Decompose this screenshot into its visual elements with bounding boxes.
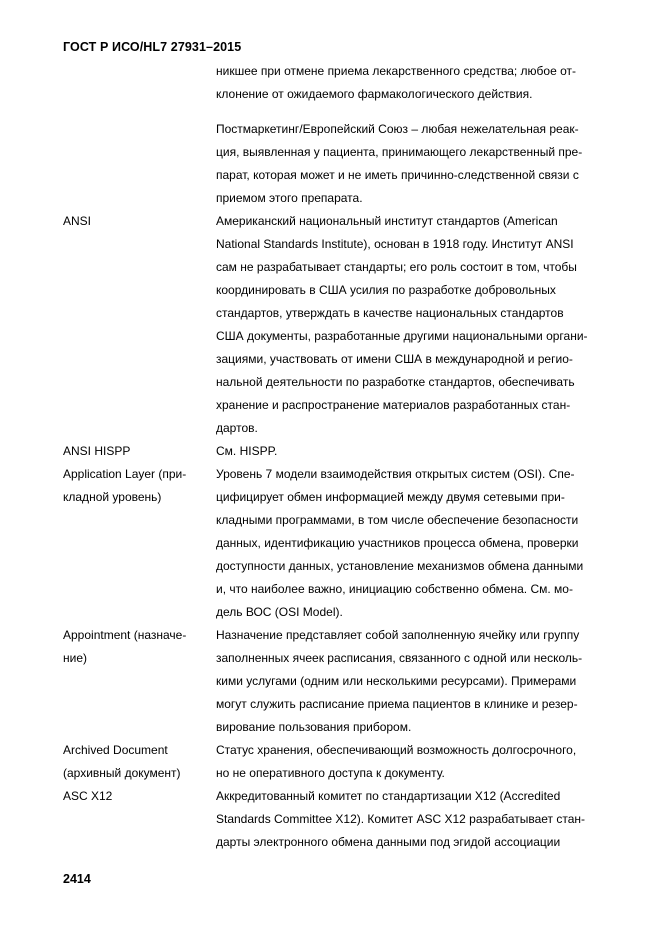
text-line: Назначение представляет собой заполненную ячейку или группу <box>216 628 580 642</box>
text-line: цифицирует обмен информацией между двумя сетевыми при- <box>216 490 565 504</box>
document-header: ГОСТ Р ИСО/HL7 27931–2015 <box>63 40 242 54</box>
term-line: (архивный документ) <box>63 766 181 780</box>
text-line: Американский национальный институт стандартов (American <box>216 214 558 228</box>
term-line: Application Layer (при- <box>63 467 187 481</box>
text-line: и, что наиболее важно, инициацию собственно обмена. См. мо- <box>216 582 573 596</box>
text-line: никшее при отмене приема лекарственного средства; любое от- <box>216 64 576 78</box>
continuation-paragraph <box>0 60 661 106</box>
text-line: приемом этого препарата. <box>216 191 363 205</box>
glossary-entry-ansi <box>0 210 661 440</box>
text-line: Уровень 7 модели взаимодействия открытых систем (OSI). Спе- <box>216 467 575 481</box>
text-line: См. HISPP. <box>216 444 278 458</box>
text-line: заполненных ячеек расписания, связанного с одной или несколь- <box>216 651 583 665</box>
glossary-entry-appointment <box>0 624 661 739</box>
text-line: данных, идентификацию участников процесса обмена, проверки <box>216 536 579 550</box>
text-line: National Standards Institute), основан в 1918 году. Институт ANSI <box>216 237 574 251</box>
glossary-definition <box>216 463 626 624</box>
glossary-definition <box>216 739 626 785</box>
postmarketing-text <box>216 118 626 210</box>
text-line: Standards Committee X12). Комитет ASC X12 разрабатывает стан- <box>216 812 586 826</box>
glossary-definition <box>216 785 626 854</box>
text-line: координировать в США усилия по разработке добровольных <box>216 283 556 297</box>
text-line: кими услугами (одним или несколькими ресурсами). Примерами <box>216 674 577 688</box>
text-line: но не оперативного доступа к документу. <box>216 766 445 780</box>
text-line: Постмаркетинг/Европейский Союз – любая нежелательная реак- <box>216 122 579 136</box>
glossary-entry-archived-document <box>0 739 661 785</box>
text-line: Статус хранения, обеспечивающий возможность долгосрочного, <box>216 743 577 757</box>
term-line: ASC X12 <box>63 789 113 803</box>
glossary-term <box>63 624 208 670</box>
text-line: нальной деятельности по разработке стандартов, обеспечивать <box>216 375 575 389</box>
text-line: клонение от ожидаемого фармакологического действия. <box>216 87 533 101</box>
page-number: 2414 <box>63 872 91 886</box>
glossary-entry-application-layer <box>0 463 661 624</box>
term-line: ANSI <box>63 214 92 228</box>
text-line: дартов. <box>216 421 258 435</box>
glossary-term <box>63 210 208 233</box>
glossary-entry-asc-x12 <box>0 785 661 854</box>
term-line: кладной уровень) <box>63 490 162 504</box>
term-line: ANSI HISPP <box>63 444 131 458</box>
text-line: стандартов, утверждать в качестве национальных стандартов <box>216 306 564 320</box>
text-line: Аккредитованный комитет по стандартизации X12 (Accredited <box>216 789 561 803</box>
text-line: кладными программами, в том числе обеспечение безопасности <box>216 513 579 527</box>
glossary-entry-ansi-hispp <box>0 440 661 463</box>
glossary-term <box>63 739 208 785</box>
text-line: вирование пользования прибором. <box>216 720 412 734</box>
text-line: хранение и распространение материалов разработанных стан- <box>216 398 571 412</box>
glossary-definition <box>216 440 626 463</box>
postmarketing-paragraph <box>0 118 661 210</box>
text-line: зациями, участвовать от имени США в международной и регио- <box>216 352 573 366</box>
text-line: могут служить расписание приема пациентов в клинике и резер- <box>216 697 578 711</box>
text-line: парат, которая может и не иметь причинно-следственной связи с <box>216 168 579 182</box>
glossary-term <box>63 463 208 509</box>
glossary-term <box>63 440 208 463</box>
term-line: ние) <box>63 651 87 665</box>
term-line: Archived Document <box>63 743 168 757</box>
text-line: дель ВОС (OSI Model). <box>216 605 343 619</box>
continuation-text <box>216 60 626 106</box>
glossary-definition <box>216 624 626 739</box>
glossary-definition <box>216 210 626 440</box>
text-line: сам не разрабатывает стандарты; его роль состоит в том, чтобы <box>216 260 577 274</box>
text-line: ция, выявленная у пациента, принимающего лекарственный пре- <box>216 145 583 159</box>
term-line: Appointment (назначе- <box>63 628 187 642</box>
text-line: США документы, разработанные другими национальными органи- <box>216 329 588 343</box>
text-line: доступности данных, установление механизмов обмена данными <box>216 559 584 573</box>
glossary-entries <box>0 60 661 854</box>
text-line: дарты электронного обмена данными под эгидой ассоциации <box>216 835 561 849</box>
glossary-term <box>63 785 208 808</box>
